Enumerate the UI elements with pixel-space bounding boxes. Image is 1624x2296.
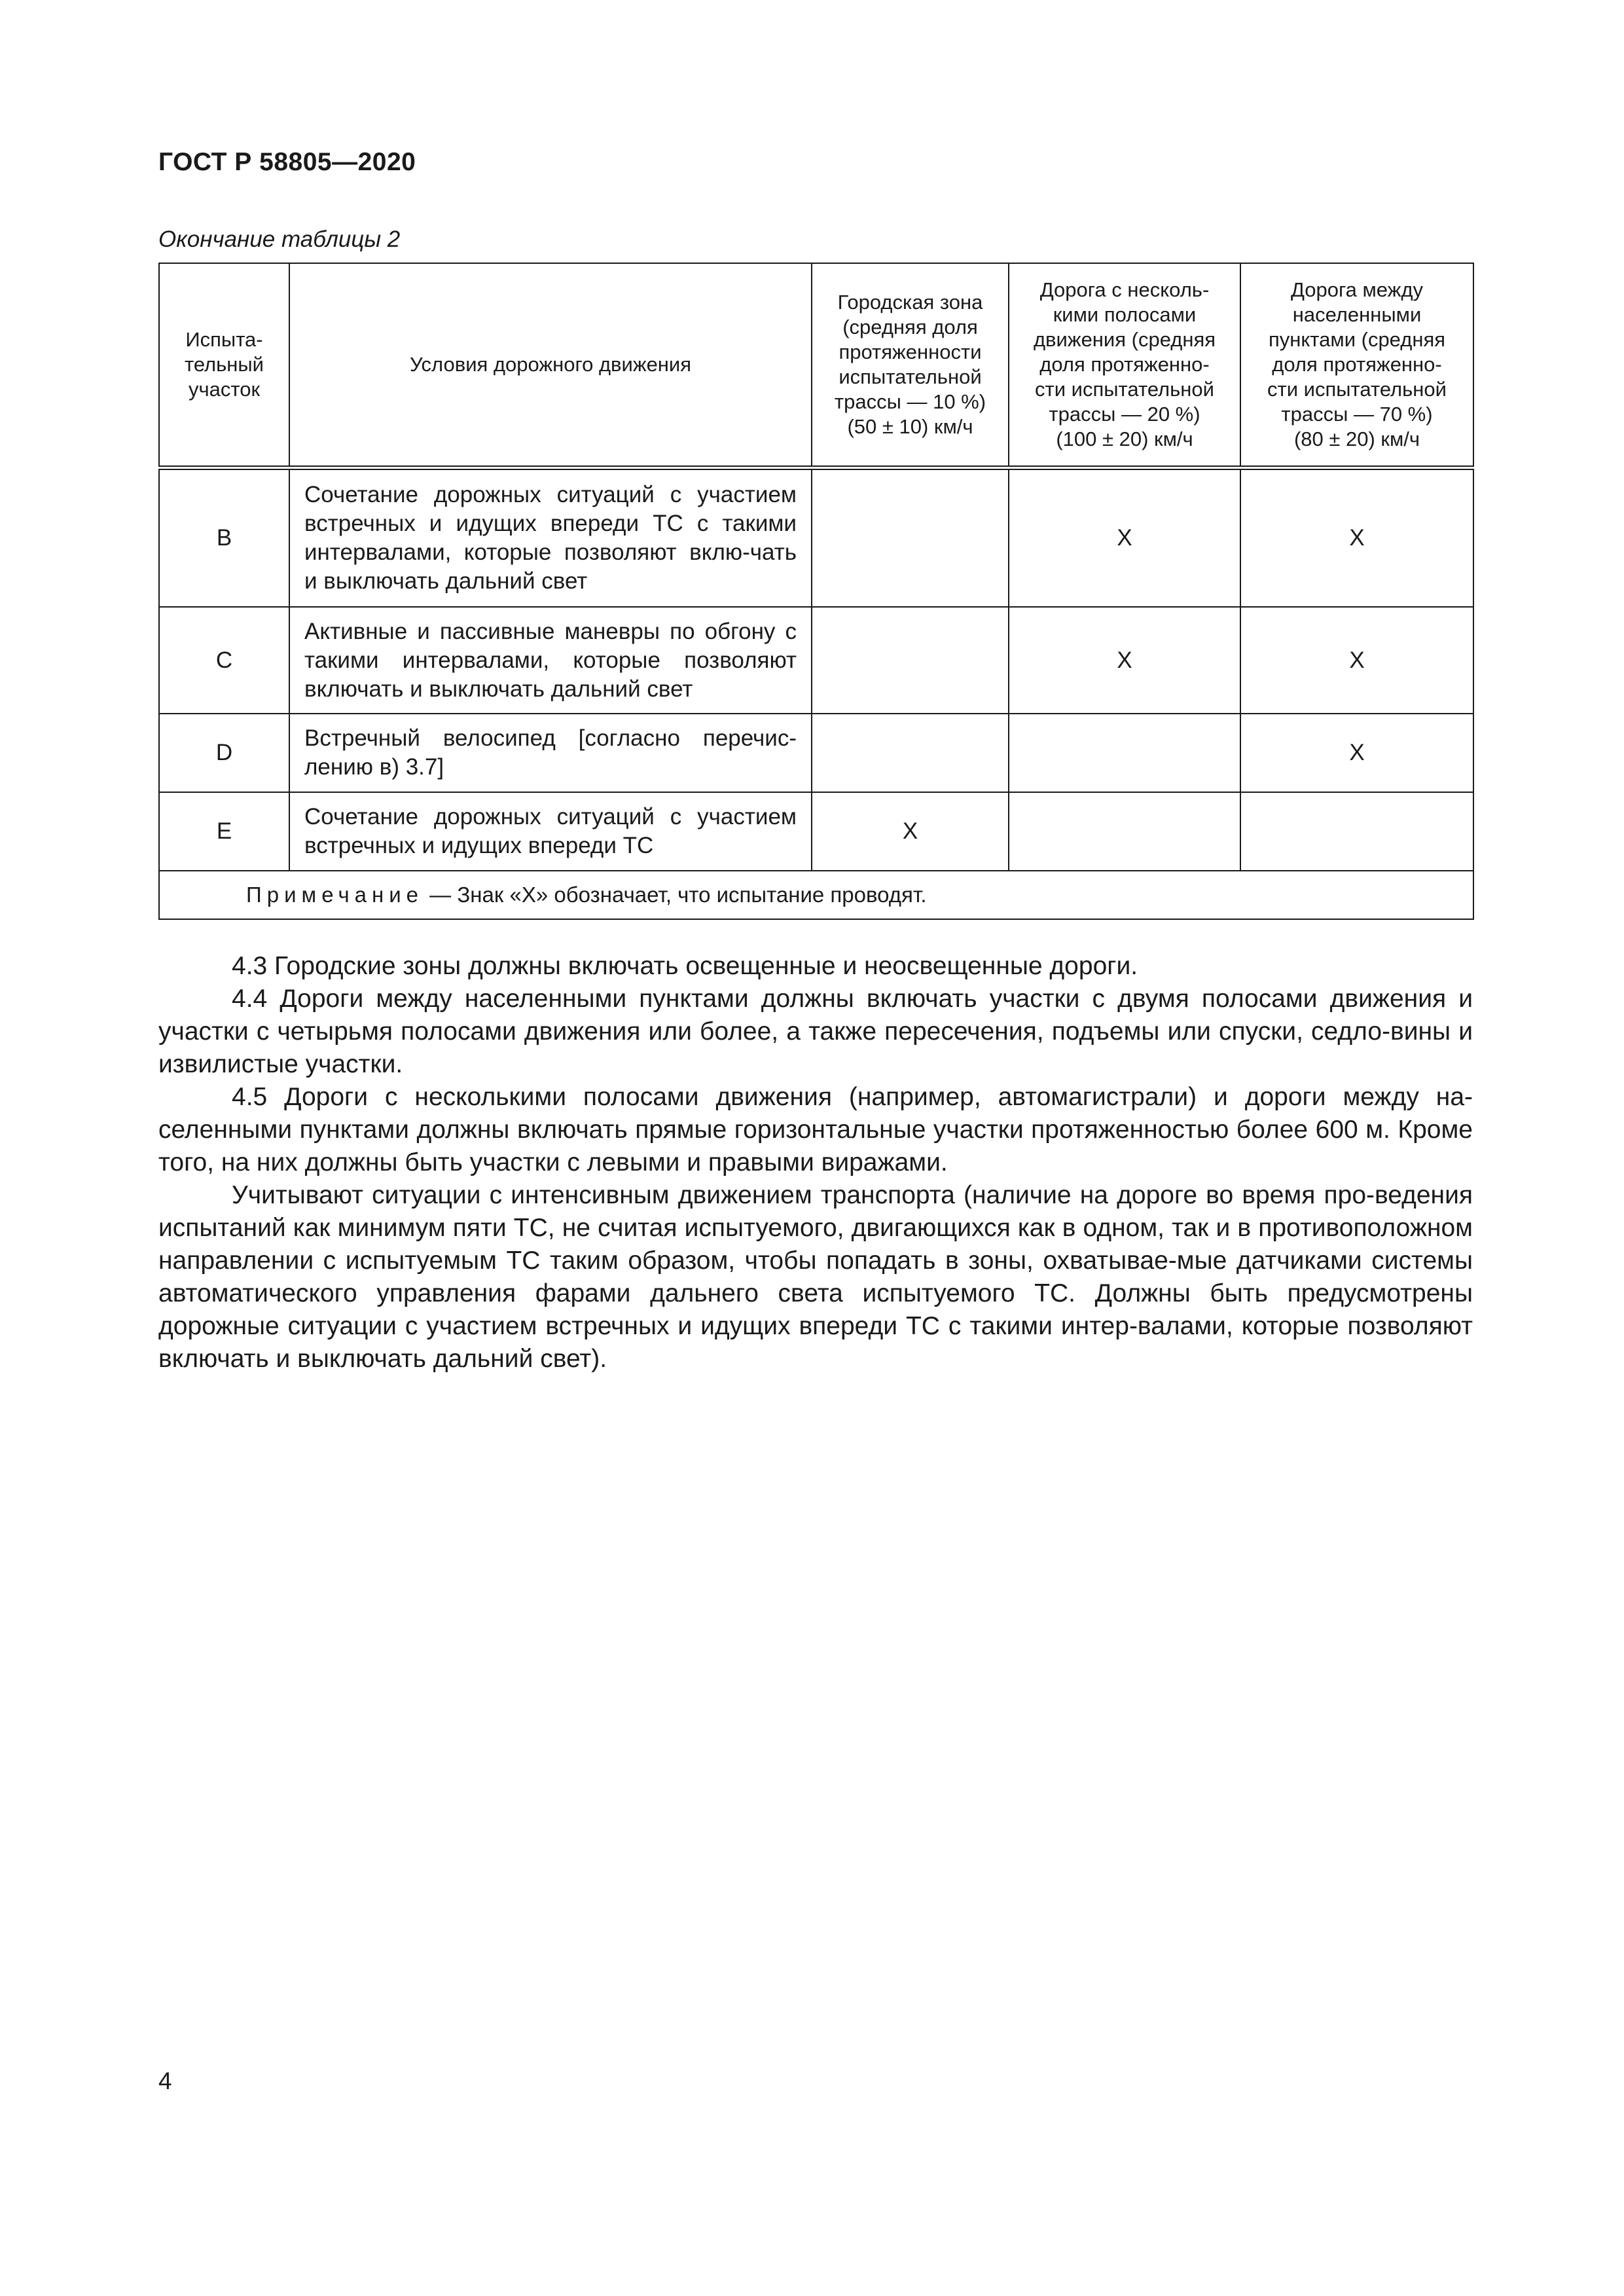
table-header-row [159, 263, 1473, 467]
header-test-section: Испыта- тельный участок [159, 263, 289, 467]
road-condition: Сочетание дорожных ситуаций с участием встречных и идущих впереди ТС [289, 792, 812, 871]
road-condition: Сочетание дорожных ситуаций с участием встречных и идущих впереди ТС с такими интервалами, которые позволяют вклю-чать и выключать дальний свет [289, 467, 812, 607]
table-row [159, 714, 1473, 792]
header-intercity-road: Дорога между населенными пунктами (средняя доля протяженно- сти испытательной трассы — 70 %) (80 ± 20) км/ч [1240, 263, 1473, 467]
note-text: — Знак «X» обозначает, что испытание проводят. [424, 883, 927, 907]
paragraph-4-5: 4.5 Дороги с несколькими полосами движения (например, автомагистрали) и дороги между на-селенными пунктами должны включать прямые горизонтальные участки протяженностью более 600 м. Кроме того, на них должны быть участки с левыми и правыми виражами. [158, 1083, 1473, 1176]
header-road-conditions: Условия дорожного движения [289, 263, 812, 467]
paragraph-4-3: 4.3 Городские зоны должны включать освещенные и неосвещенные дороги. [232, 952, 1138, 980]
urban-mark: X [812, 792, 1009, 871]
section-code: C [159, 607, 289, 714]
multilane-mark: X [1009, 467, 1240, 607]
table-note-row [159, 871, 1473, 919]
multilane-mark [1009, 792, 1240, 871]
urban-mark [812, 607, 1009, 714]
note-label: Примечание [246, 883, 424, 907]
multilane-mark [1009, 714, 1240, 792]
road-condition: Активные и пассивные маневры по обгону с такими интервалами, которые позволяют включать и выключать дальний свет [289, 607, 812, 714]
table-caption: Окончание таблицы 2 [158, 227, 401, 252]
paragraph-traffic: Учитывают ситуации с интенсивным движением транспорта (наличие на дороге во время про-ведения испытаний как минимум пяти ТС, не считая испытуемого, двигающихся как в одном, так и в противоположном направлении с испытуемым ТС таким образом, чтобы попадать в зоны, охватывае-мые датчиками системы автоматического управления фарами дальнего света испытуемого ТС. Должны быть предусмотрены дорожные ситуации с участием встречных и идущих впереди ТС с такими интер-валами, которые позволяют включать и выключать дальний свет). [158, 1181, 1473, 1373]
intercity-mark: X [1240, 714, 1473, 792]
urban-mark [812, 714, 1009, 792]
paragraph-4-4: 4.4 Дороги между населенными пунктами должны включать участки с двумя полосами движения и участки с четырьмя полосами движения или более, а также пересечения, подъемы или спуски, седло-вины и извилистые участки. [158, 985, 1473, 1078]
urban-mark [812, 467, 1009, 607]
document-id: ГОСТ Р 58805—2020 [158, 148, 416, 176]
table-row [159, 792, 1473, 871]
intercity-mark: X [1240, 607, 1473, 714]
table-note [159, 871, 1473, 919]
header-urban-zone: Городская зона (средняя доля протяженности испытательной трассы — 10 %) (50 ± 10) км/ч [812, 263, 1009, 467]
header-multilane-road: Дорога с несколь- кими полосами движения (средняя доля протяженно- сти испытательной трассы — 20 %) (100 ± 20) км/ч [1009, 263, 1240, 467]
section-code: E [159, 792, 289, 871]
multilane-mark: X [1009, 607, 1240, 714]
intercity-mark [1240, 792, 1473, 871]
table-row [159, 467, 1473, 607]
test-conditions-table [158, 263, 1474, 920]
road-condition: Встречный велосипед [согласно перечис-лению в) 3.7] [289, 714, 812, 792]
page-number: 4 [158, 2068, 172, 2094]
table-row [159, 607, 1473, 714]
intercity-mark: X [1240, 467, 1473, 607]
section-code: B [159, 467, 289, 607]
body-text [158, 950, 1473, 1376]
section-code: D [159, 714, 289, 792]
